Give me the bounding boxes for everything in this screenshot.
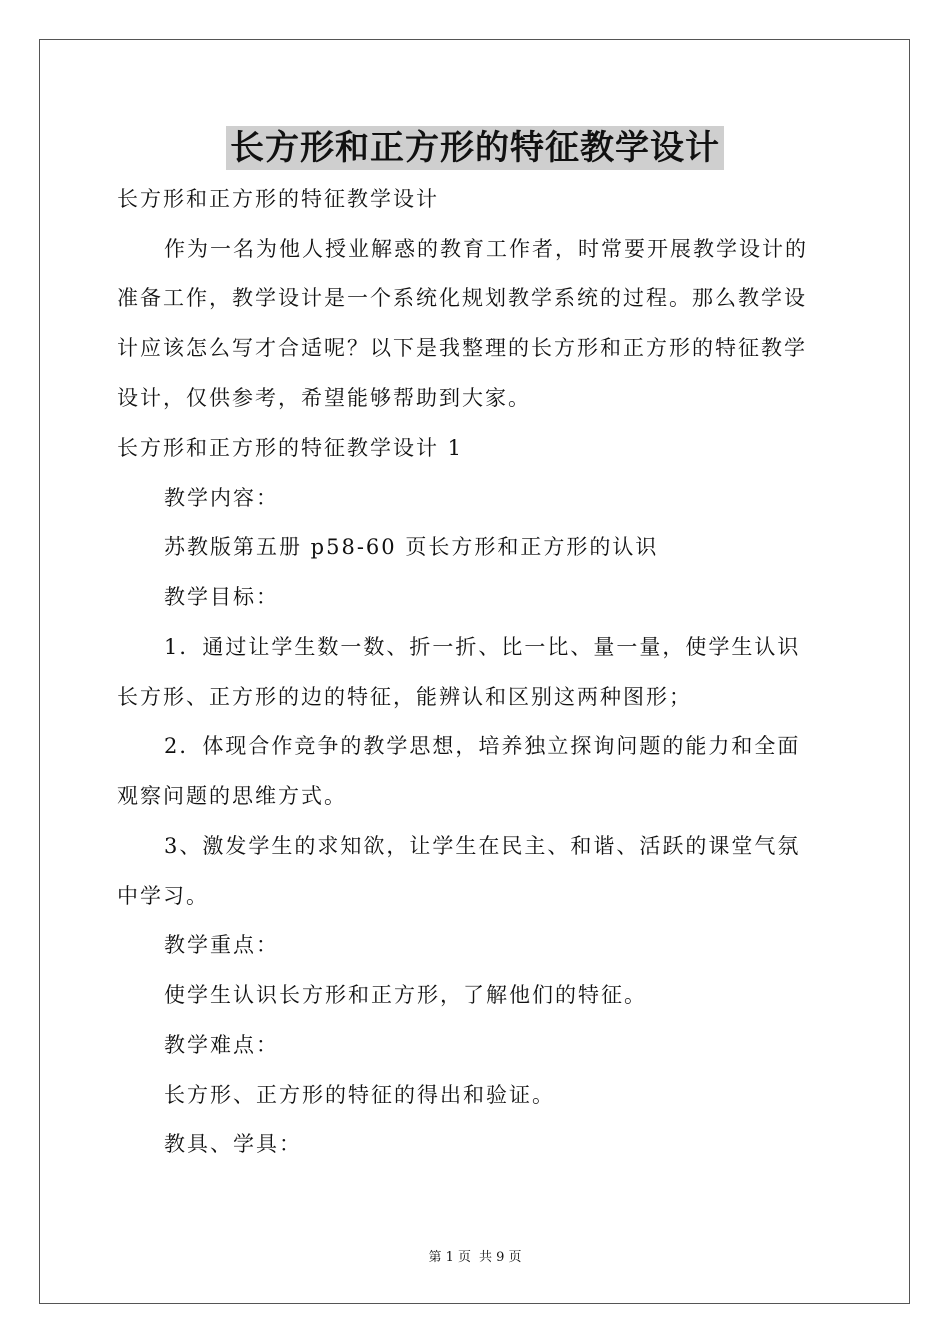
paragraph-line: 计应该怎么写才合适呢？以下是我整理的长方形和正方形的特征教学 bbox=[117, 336, 807, 360]
page-footer bbox=[0, 1249, 950, 1267]
list-item-continuation: 长方形、正方形的边的特征，能辨认和区别这两种图形； bbox=[117, 685, 692, 709]
label-teaching-aids: 教具、学具： bbox=[164, 1132, 302, 1156]
list-item: 3、激发学生的求知欲，让学生在民主、和谐、活跃的课堂气氛 bbox=[164, 834, 801, 858]
label-key-points: 教学重点： bbox=[164, 933, 279, 957]
page-number: 第 1 页 bbox=[428, 1250, 471, 1265]
paragraph-line: 准备工作，教学设计是一个系统化规划教学系统的过程。那么教学设 bbox=[117, 286, 807, 310]
list-item: 2．体现合作竞争的教学思想，培养独立探询问题的能力和全面 bbox=[164, 734, 801, 758]
label-difficulties: 教学难点： bbox=[164, 1033, 279, 1057]
subtitle-line: 长方形和正方形的特征教学设计 bbox=[117, 187, 439, 211]
list-item: 1．通过让学生数一数、折一折、比一比、量一量，使学生认识 bbox=[164, 635, 801, 659]
label-teaching-goals: 教学目标： bbox=[164, 585, 279, 609]
list-item-continuation: 中学习。 bbox=[117, 884, 209, 908]
document-title: 长方形和正方形的特征教学设计 bbox=[226, 126, 724, 170]
title-container bbox=[0, 126, 950, 170]
paragraph-line: 使学生认识长方形和正方形，了解他们的特征。 bbox=[164, 983, 647, 1007]
page-total: 共 9 页 bbox=[479, 1250, 522, 1265]
label-teaching-content: 教学内容： bbox=[164, 486, 279, 510]
list-item-continuation: 观察问题的思维方式。 bbox=[117, 784, 347, 808]
paragraph-line: 作为一名为他人授业解惑的教育工作者，时常要开展教学设计的 bbox=[164, 237, 808, 261]
paragraph-line: 设计，仅供参考，希望能够帮助到大家。 bbox=[117, 386, 531, 410]
section-heading: 长方形和正方形的特征教学设计 1 bbox=[117, 436, 464, 460]
paragraph-line: 苏教版第五册 p58-60 页长方形和正方形的认识 bbox=[164, 535, 659, 559]
paragraph-line: 长方形、正方形的特征的得出和验证。 bbox=[164, 1083, 555, 1107]
